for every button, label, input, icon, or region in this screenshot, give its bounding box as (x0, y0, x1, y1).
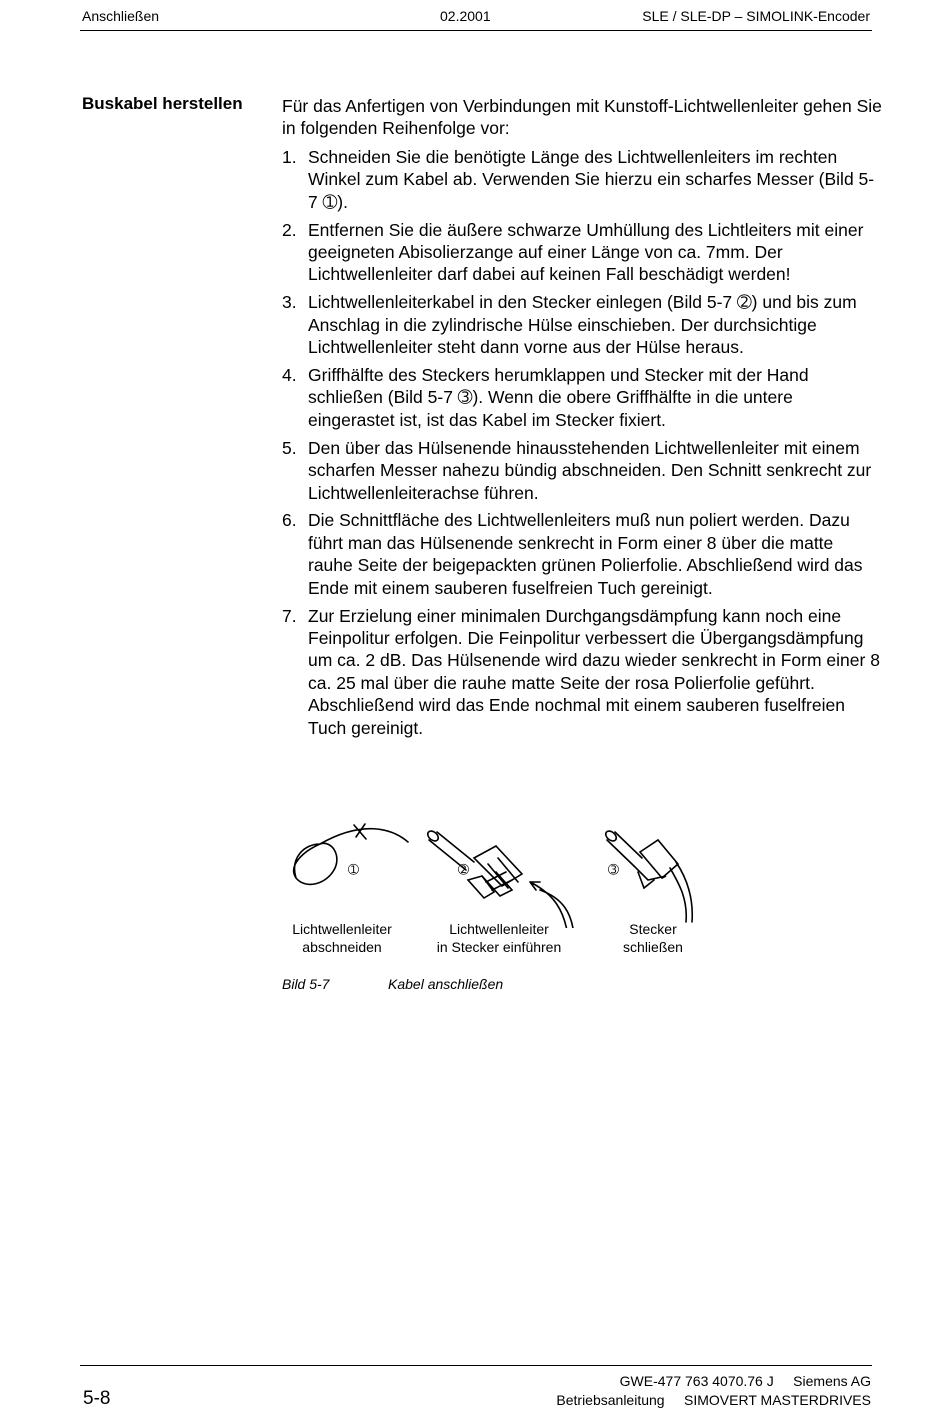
connector-open-drawing (426, 829, 522, 898)
step-text: Griffhälfte des Steckers herumklappen und Stecker mit der Hand schließen (Bild 5-7 ➂). Wenn die obere Griffhälfte in die untere eingerastet ist, ist das Kabel im Stecker fixiert. (308, 364, 809, 430)
footer-doc-id: GWE-477 763 4070.76 J Siemens AG (619, 1373, 871, 1389)
caption-line: abschneiden (302, 939, 382, 955)
caption-line: in Stecker einführen (436, 939, 562, 955)
step-text: Den über das Hülsenende hinausstehenden Lichtwellenleiter mit einem scharfen Messer nahezu bündig abschneiden. Den Schnitt senkrecht zur Lichtwellenleiterachse führen. (308, 437, 872, 503)
step-text: Lichtwellenleiterkabel in den Stecker einlegen (Bild 5-7 ➁) und bis zum Anschlag in die zylindrische Hülse einschieben. Der durchsichtige Lichtwellenleiter steht dann vorne aus der Hülse heraus. (308, 292, 857, 358)
step-number: 5. (282, 437, 297, 458)
step-number: 3. (282, 292, 297, 313)
step-item (282, 509, 882, 599)
caption-line: Lichtwellenleiter (292, 921, 392, 937)
step-number: 6. (282, 510, 297, 531)
step-marker-1: ➀ (348, 862, 359, 877)
step-number: 4. (282, 364, 297, 385)
figure-title: Kabel anschließen (388, 976, 504, 992)
step-number: 2. (282, 219, 297, 240)
header-date: 02.2001 (440, 8, 491, 24)
footer-doc-title: Betriebsanleitung SIMOVERT MASTERDRIVES (556, 1392, 871, 1408)
step-number: 1. (282, 146, 297, 167)
step-item (282, 605, 882, 739)
step-item (282, 364, 882, 431)
steps-list (282, 146, 882, 739)
cut-mark-icon (354, 824, 366, 839)
header-product: SLE / SLE-DP – SIMOLINK-Encoder (642, 8, 870, 24)
step-marker-2: ➁ (458, 862, 469, 877)
step-item (282, 219, 882, 286)
step-text: Zur Erzielung einer minimalen Durchgangsdämpfung kann noch eine Feinpolitur erfolgen. Die Feinpolitur verbessert die Übergangsdämpfung um ca. 2 dB. Das Hülsenende wird dazu wieder senkrecht in Form einer 8 ca. 25 mal über die rauhe matte Seite der rosa Polierfolie geführt. Abschließend wird das Ende nochmal mit einem sauberen fuselfreien Tuch gereinigt. (308, 605, 880, 738)
step-text: Schneiden Sie die benötigte Länge des Lichtwellenleiters im rechten Winkel zum Kabel ab. Verwenden Sie hierzu ein scharfes Messer (Bild 5-7 ➀). (308, 146, 875, 212)
step-text: Entfernen Sie die äußere schwarze Umhüllung des Lichtleiters mit einer geeigneten Abisolierzange auf einer Länge von ca. 7mm. Der Lichtwellenleiter darf dabei auf keinen Fall beschädigt werden! (308, 219, 864, 285)
caption-line: Lichtwellenleiter (449, 921, 549, 937)
step-marker-3: ➂ (608, 862, 619, 877)
caption-line: schließen (623, 939, 683, 955)
footer-rule (80, 1365, 872, 1366)
page-number: 5-8 (83, 1388, 111, 1409)
header-chapter: Anschließen (82, 8, 160, 24)
step-item (282, 291, 882, 358)
caption-line: Stecker (629, 921, 677, 937)
step-text: Die Schnittfläche des Lichtwellenleiters muß nun poliert werden. Dazu führt man das Hülsenende senkrecht in Form einer 8 über die matte rauhe Seite der beigepackten grünen Polierfolie. Abschließend wird das Ende mit einem sauberen fuselfreien Tuch gereinigt. (308, 510, 863, 598)
figure-illustration (282, 818, 702, 968)
figure-label: Bild 5-7 (282, 976, 330, 992)
step-item (282, 437, 882, 504)
step-item (282, 146, 882, 213)
section-heading: Buskabel herstellen (82, 94, 243, 113)
main-content (282, 95, 882, 744)
step-number: 7. (282, 605, 297, 626)
intro-paragraph: Für das Anfertigen von Verbindungen mit Kunstoff-Lichtwellenleiter gehen Sie in folgenden Reihenfolge vor: (282, 96, 882, 139)
caption-close (604, 920, 702, 956)
caption-cut (280, 920, 404, 956)
page-header (80, 8, 872, 31)
cable-steps-drawing (282, 818, 702, 928)
caption-insert (420, 920, 578, 956)
